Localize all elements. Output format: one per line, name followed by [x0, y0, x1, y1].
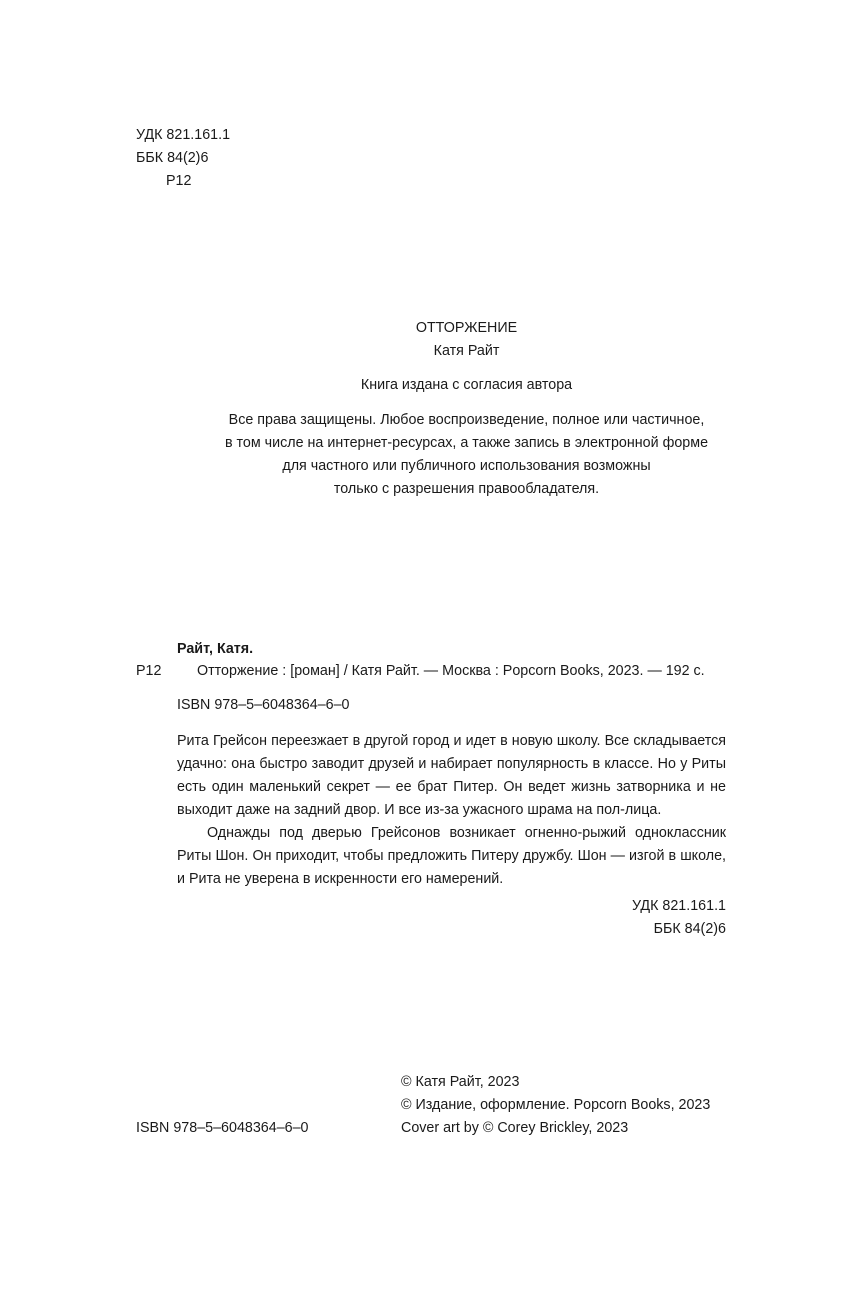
copyright-author: © Катя Райт, 2023	[401, 1074, 520, 1090]
bibliographic-isbn: ISBN 978–5–6048364–6–0	[177, 697, 350, 713]
author-code-top: Р12	[166, 173, 192, 189]
rights-line: в том числе на интернет-ресурсах, а также запись в электронной форме	[224, 435, 709, 451]
book-author: Катя Райт	[433, 343, 500, 359]
book-title: ОТТОРЖЕНИЕ	[415, 320, 518, 336]
book-abstract	[177, 730, 726, 891]
abstract-paragraph: Однажды под дверью Грейсонов возникает огненно-рыжий одноклассник Риты Шон. Он приходит, чтобы предложить Питеру дружбу. Шон — изгой в школе, и Рита не уверена в искренности его намерений.	[177, 825, 726, 887]
rights-notice	[150, 409, 783, 501]
abstract-paragraph: Рита Грейсон переезжает в другой город и идет в новую школу. Все складывается удачно: она быстро заводит друзей и набирает популярность в классе. Но у Риты есть один маленький секрет — ее брат Питер. Он ведет жизнь затворника и не выходит даже на задний двор. И все из-за ужасного шрама на пол-лица.	[177, 733, 726, 818]
bbk-code-bottom: ББК 84(2)6	[653, 921, 726, 937]
bibliographic-code: Р12	[136, 663, 162, 679]
rights-line: только с разрешения правообладателя.	[333, 481, 600, 497]
consent-note: Книга издана с согласия автора	[360, 377, 573, 393]
udk-code-bottom: УДК 821.161.1	[631, 898, 726, 914]
bibliographic-author-heading: Райт, Катя.	[177, 641, 254, 657]
rights-line: для частного или публичного использования возможны	[282, 458, 651, 474]
footer-isbn: ISBN 978–5–6048364–6–0	[136, 1120, 309, 1136]
copyright-cover-art: Cover art by © Corey Brickley, 2023	[401, 1120, 629, 1136]
rights-line: Все права защищены. Любое воспроизведение, полное или частичное,	[228, 412, 705, 428]
bibliographic-description: Отторжение : [роман] / Катя Райт. — Москва : Popcorn Books, 2023. — 192 с.	[197, 663, 705, 679]
udk-code-top: УДК 821.161.1	[136, 127, 231, 143]
copyright-publisher: © Издание, оформление. Popcorn Books, 2023	[401, 1097, 711, 1113]
bbk-code-top: ББК 84(2)6	[136, 150, 209, 166]
